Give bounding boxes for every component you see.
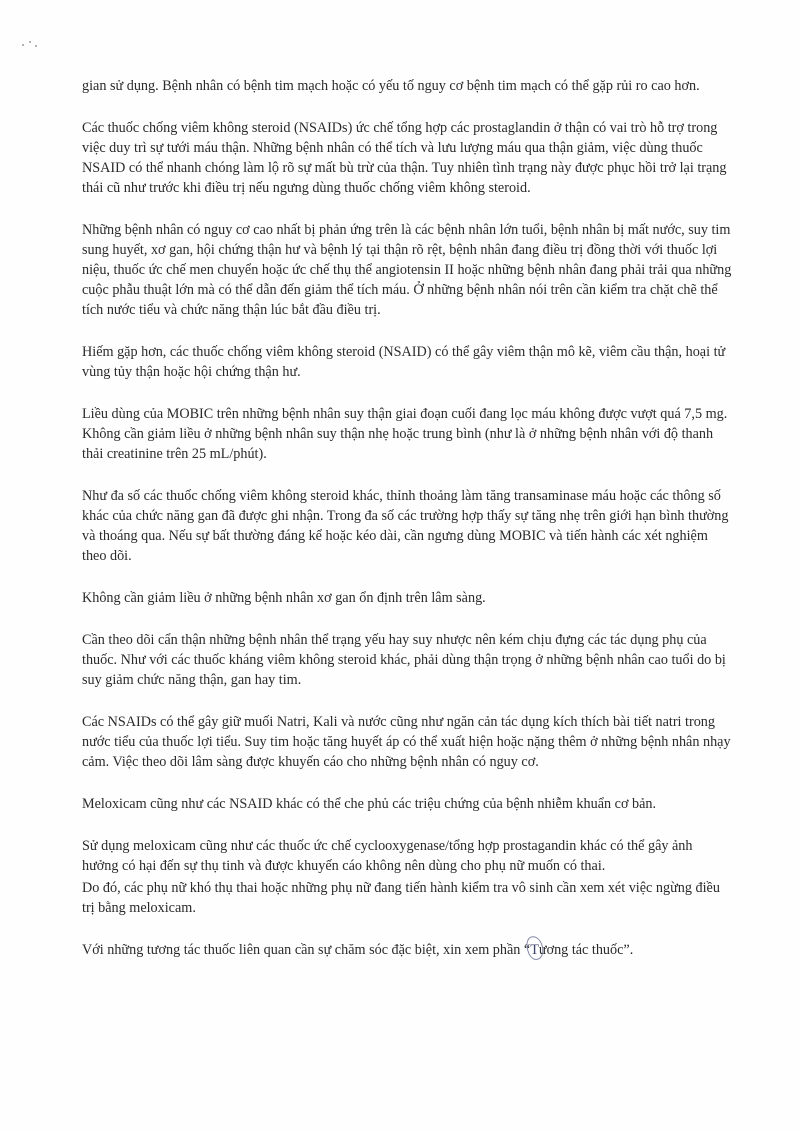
document-body [82,76,732,982]
paragraph-cardiovascular-risk: gian sử dụng. Bệnh nhân có bệnh tim mạch hoặc có yếu tố nguy cơ bệnh tim mạch có thể gặp rủi ro cao hơn. [82,78,700,94]
paragraph-frail-elderly: Cần theo dõi cẩn thận những bệnh nhân thể trạng yếu hay suy nhược nên kém chịu đựng các tác dụng phụ của thuốc. Như với các thuốc kháng viêm không steroid khác, phải dùng thận trọng ở những bệnh nhân cao tuổi do bị suy giảm chức năng thận, gan hay tim. [82,632,726,688]
paragraph-high-risk-patients: Những bệnh nhân có nguy cơ cao nhất bị phản ứng trên là các bệnh nhân lớn tuổi, bệnh nhân bị mất nước, suy tim sung huyết, xơ gan, hội chứng thận hư và bệnh lý tại thận rõ rệt, bệnh nhân đang điều trị đồng thời với thuốc lợi niệu, thuốc ức chế men chuyển hoặc ức chế thụ thể angiotensin II hoặc những bệnh nhân đang phải trải qua những cuộc phẫu thuật lớn mà có thể dẫn đến giảm thể tích máu. Ở những bệnh nhân nói trên cần kiểm tra chặt chẽ thể tích nước tiểu và chức năng thận lúc bắt đầu điều trị. [82,222,732,318]
paragraph-nsaid-renal-perfusion: Các thuốc chống viêm không steroid (NSAIDs) ức chế tổng hợp các prostaglandin ở thận có vai trò hỗ trợ trong việc duy trì sự tưới máu thận. Những bệnh nhân có thể tích và lưu lượng máu qua thận giảm, việc dùng thuốc NSAID có thể nhanh chóng làm lộ rõ sự mất bù trừ của thận. Tuy nhiên tình trạng này được phục hồi trở lại trạng thái cũ như trước khi điều trị nếu ngưng dùng thuốc chống viêm không steroid. [82,120,727,196]
scan-speck-mark [22,40,40,48]
paragraph-sodium-retention: Các NSAIDs có thể gây giữ muối Natri, Kali và nước cũng như ngăn cản tác dụng kích thích bài tiết natri trong nước tiểu của thuốc lợi tiểu. Suy tim hoặc tăng huyết áp có thể xuất hiện hoặc nặng thêm ở những bệnh nhân nhạy cảm. Việc theo dõi lâm sàng được khuyến cáo cho những bệnh nhân có nguy cơ. [82,714,731,770]
handwritten-circle-mark: T [530,942,539,958]
paragraph-infertility-consideration: Do đó, các phụ nữ khó thụ thai hoặc những phụ nữ đang tiến hành kiểm tra vô sinh cần xem xét việc ngừng điều trị bằng meloxicam. [82,880,720,916]
paragraph-rare-renal-effects: Hiếm gặp hơn, các thuốc chống viêm không steroid (NSAID) có thể gây viêm thận mô kẽ, viêm cầu thận, hoại tử vùng tủy thận hoặc hội chứng thận hư. [82,344,726,380]
paragraph-fertility: Sử dụng meloxicam cũng như các thuốc ức chế cyclooxygenase/tổng hợp prostagandin khác có thể gây ảnh hưởng có hại đến sự thụ tinh và được khuyến cáo không nên dùng cho phụ nữ muốn có thai. [82,838,693,874]
paragraph-cirrhosis-dose: Không cần giảm liều ở những bệnh nhân xơ gan ổn định trên lâm sàng. [82,590,486,606]
paragraph-drug-interactions-reference [82,940,732,960]
paragraph-masking-infection: Meloxicam cũng như các NSAID khác có thể che phủ các triệu chứng của bệnh nhiễm khuẩn cơ bản. [82,796,657,812]
paragraph-mobic-dialysis-dose: Liều dùng của MOBIC trên những bệnh nhân suy thận giai đoạn cuối đang lọc máu không được vượt quá 7,5 mg. Không cần giảm liều ở những bệnh nhân suy thận nhẹ hoặc trung bình (như là ở những bệnh nhân với độ thanh thải creatinine trên 25 mL/phút). [82,406,728,462]
paragraph-liver-function: Như đa số các thuốc chống viêm không steroid khác, thỉnh thoảng làm tăng transaminase máu hoặc các thông số khác của chức năng gan đã được ghi nhận. Trong đa số các trường hợp thấy sự tăng nhẹ trên giới hạn bình thường và thoáng qua. Nếu sự bất thường đáng kể hoặc kéo dài, cần ngưng dùng MOBIC và tiến hành các xét nghiệm theo dõi. [82,488,729,564]
reference-text-after: ương tác thuốc”. [538,942,634,958]
reference-text-before: Với những tương tác thuốc liên quan cần sự chăm sóc đặc biệt, xin xem phần “ [82,942,531,958]
